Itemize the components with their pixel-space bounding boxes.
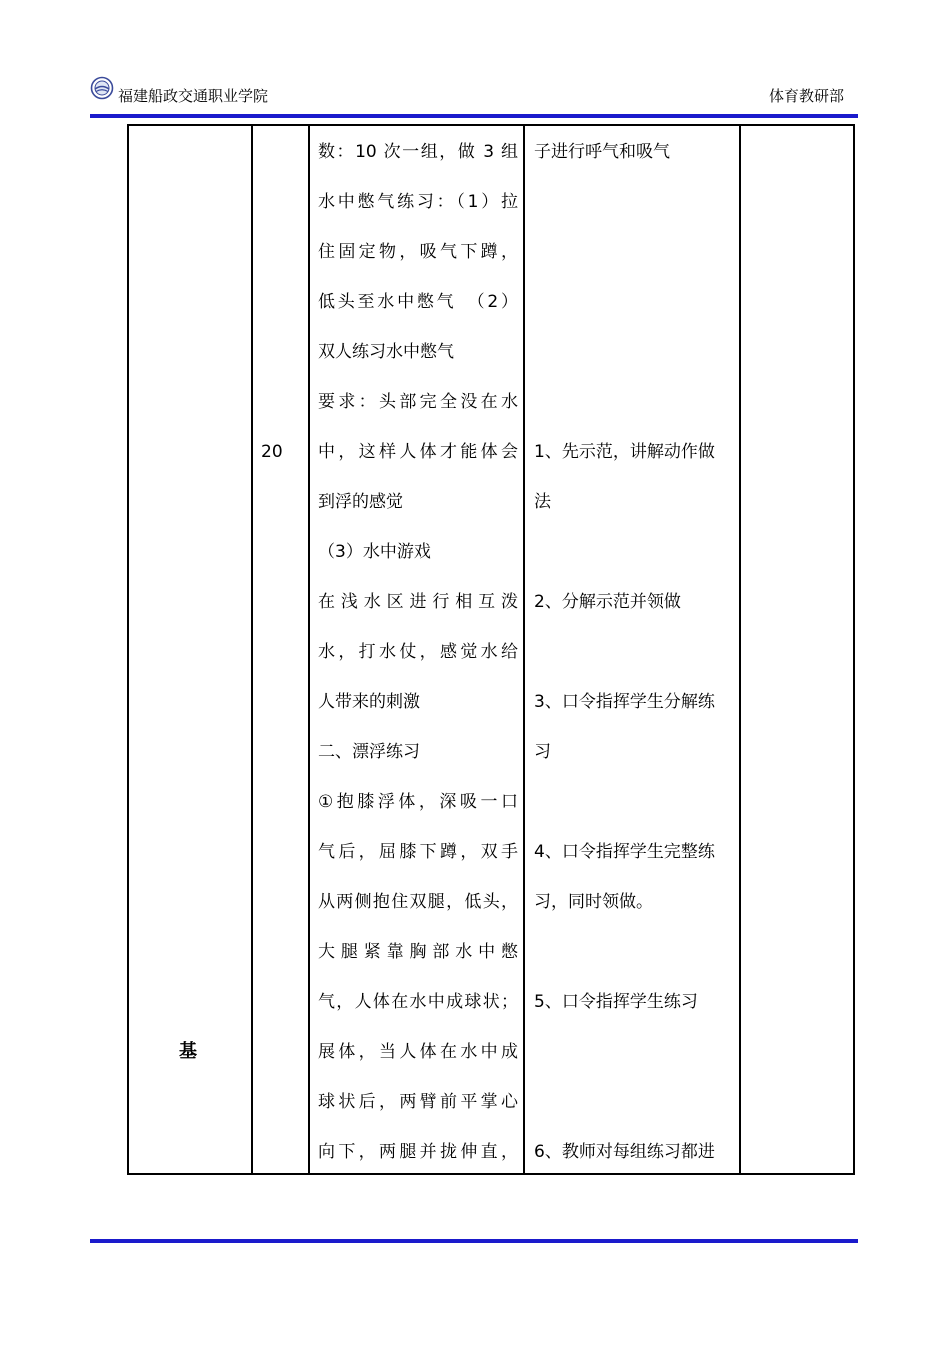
content-line: 从两侧抱住双腿，低头， — [318, 892, 518, 912]
method-line: 法 — [534, 492, 551, 512]
footer-rule — [90, 1239, 858, 1243]
content-line: 低头至水中憋气 （2） — [318, 292, 518, 312]
stage-label: 基 — [179, 1041, 197, 1062]
content-line: 双人练习水中憋气 — [318, 342, 454, 362]
content-line: 到浮的感觉 — [318, 492, 403, 512]
content-line: 向下，两腿并拢伸直， — [318, 1142, 518, 1162]
content-line: 水中憋气练习：（1）拉 — [318, 192, 518, 212]
method-line: 习 — [534, 742, 551, 762]
table-border-bottom — [127, 1173, 855, 1175]
content-line: （3）水中游戏 — [318, 542, 431, 562]
table-divider-4 — [739, 124, 741, 1175]
content-line: 要求：头部完全没在水 — [318, 392, 518, 412]
content-line: 人带来的刺激 — [318, 692, 420, 712]
method-line: 习，同时领做。 — [534, 892, 653, 912]
method-line: 6、教师对每组练习都进 — [534, 1142, 715, 1162]
content-line: 住固定物，吸气下蹲， — [318, 242, 518, 262]
content-line: 展体，当人体在水中成 — [318, 1042, 518, 1062]
table-border-right — [853, 124, 855, 1175]
page-header — [90, 72, 858, 112]
table-divider-1 — [251, 124, 253, 1175]
content-line: 大腿紧靠胸部水中憋 — [318, 942, 518, 962]
header-rule — [90, 114, 858, 118]
table-divider-2 — [308, 124, 310, 1175]
table-divider-3 — [523, 124, 525, 1175]
content-line: ①抱膝浮体，深吸一口 — [318, 792, 518, 812]
school-emblem-icon — [90, 76, 114, 100]
content-line: 数：10 次一组，做 3 组 — [318, 142, 518, 162]
content-line: 在浅水区进行相互泼 — [318, 592, 518, 612]
method-line: 子进行呼气和吸气 — [534, 142, 670, 162]
content-line: 球状后，两臂前平掌心 — [318, 1092, 518, 1112]
school-name: 福建船政交通职业学院 — [118, 87, 269, 105]
method-line: 2、分解示范并领做 — [534, 592, 681, 612]
method-line: 5、口令指挥学生练习 — [534, 992, 698, 1012]
content-line: 水，打水仗，感觉水给 — [318, 642, 518, 662]
table-border-left — [127, 124, 129, 1175]
table-border-top — [127, 124, 855, 126]
method-line: 4、口令指挥学生完整练 — [534, 842, 715, 862]
content-line: 气后，屈膝下蹲，双手 — [318, 842, 518, 862]
method-line: 3、口令指挥学生分解练 — [534, 692, 715, 712]
department-name: 体育教研部 — [768, 87, 844, 105]
method-line: 1、先示范，讲解动作做 — [534, 442, 715, 462]
content-line: 中，这样人体才能体会 — [318, 442, 518, 462]
time-minutes: 20 — [261, 442, 283, 462]
content-line: 气，人体在水中成球状； — [318, 992, 518, 1012]
content-line: 二、漂浮练习 — [318, 742, 420, 762]
